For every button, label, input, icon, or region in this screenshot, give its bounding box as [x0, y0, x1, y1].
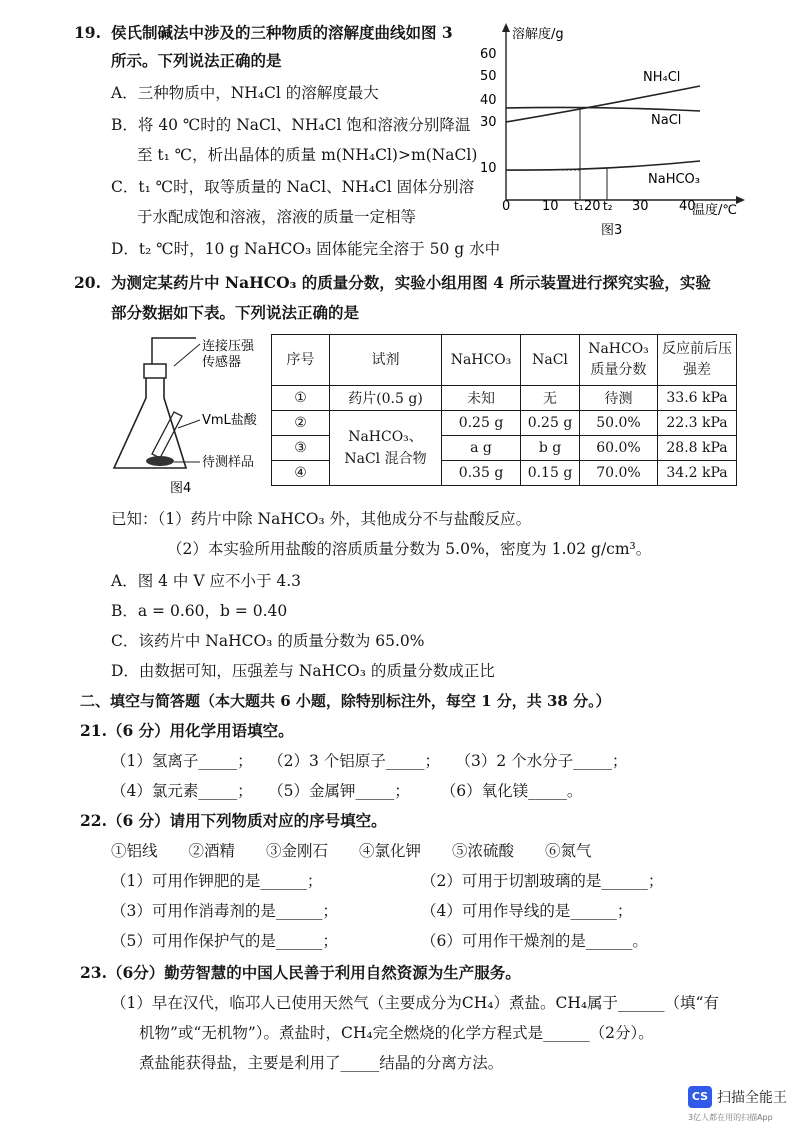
x-tick-0: 0: [502, 199, 511, 214]
y-tick-50: 50: [480, 69, 497, 84]
q23-line2: 机物”或“无机物”）。煮盐时，CH₄完全燃烧的化学方程式是______（2分）。: [139, 1024, 654, 1042]
nahco3-label: NaHCO₃: [648, 172, 700, 187]
cs-brand-name: 扫描全能王: [717, 1090, 787, 1106]
y-tick-40: 40: [480, 93, 497, 108]
cell-no: ①: [272, 386, 330, 411]
x-axis-label: 温度/℃: [692, 203, 737, 218]
q19-option-c-line2: 于水配成饱和溶液，溶液的质量一定相等: [137, 208, 417, 226]
cs-logo-icon: CS: [688, 1086, 712, 1108]
cell-reagent-mixture: NaHCO₃、NaCl 混合物: [330, 411, 442, 486]
cell-fraction: 60.0%: [580, 436, 658, 461]
nh4cl-label: NH₄Cl: [643, 70, 681, 85]
cell-pressure: 28.8 kPa: [658, 436, 737, 461]
nacl-label: NaCl: [651, 113, 682, 128]
q19-option-d: D．t₂ ℃时，10 g NaHCO₃ 固体能完全溶于 50 g 水中: [111, 240, 501, 258]
cell-nacl: 0.15 g: [521, 461, 580, 486]
cell-nacl: 无: [521, 386, 580, 411]
x-tick-20: 20: [584, 199, 601, 214]
cell-nahco3: 未知: [442, 386, 521, 411]
cell-nahco3: 0.25 g: [442, 411, 521, 436]
col-header-pressure: 反应前后压强差: [658, 335, 737, 386]
table-header-row: [272, 335, 737, 386]
cell-fraction: 待测: [580, 386, 658, 411]
fig3-caption: 图3: [601, 223, 623, 238]
fig4-caption: 图4: [170, 481, 192, 496]
col-header-reagent: 试剂: [330, 335, 442, 386]
cell-nahco3: 0.35 g: [442, 461, 521, 486]
section-2-heading: 二、填空与简答题（本大题共 6 小题，除特别标注外，每空 1 分，共 38 分。）: [80, 692, 611, 710]
q23-line3: 煮盐能获得盐，主要是利用了_____结晶的分离方法。: [139, 1054, 504, 1072]
y-axis-arrow: [502, 23, 510, 32]
q19-number: 19.: [74, 23, 101, 42]
x-tick-40: 40: [679, 199, 696, 214]
q20-option-a: A．图 4 中 V 应不小于 4.3: [111, 572, 302, 590]
cell-fraction: 50.0%: [580, 411, 658, 436]
cell-nacl: b g: [521, 436, 580, 461]
nacl-curve: [506, 107, 700, 111]
conical-flask: [114, 378, 186, 468]
cs-slogan: 3亿人都在用的扫描App: [688, 1113, 773, 1122]
fig4-sensor-label1: 连接压强: [202, 339, 255, 354]
q22-item2: （2）可用于切割玻璃的是______；: [421, 872, 664, 890]
col-header-nahco3: NaHCO₃: [442, 335, 521, 386]
cell-pressure: 33.6 kPa: [658, 386, 737, 411]
q22-item1: （1）可用作钾肥的是______；: [111, 872, 323, 890]
q23-line1: （1）早在汉代，临邛人已使用天然气（主要成分为CH₄）煮盐。CH₄属于______（填“有: [111, 994, 719, 1012]
col-header-nacl: NaCl: [521, 335, 580, 386]
q19-option-a: A．三种物质中，NH₄Cl 的溶解度最大: [111, 84, 379, 102]
rubber-stopper: [144, 364, 166, 378]
y-axis-label: 溶解度/g: [512, 27, 564, 42]
q22-item4: （4）可用作导线的是______；: [421, 902, 633, 920]
table-row: [272, 386, 737, 411]
nahco3-curve: [506, 161, 700, 170]
x-tick-10: 10: [542, 199, 559, 214]
cell-nahco3: a g: [442, 436, 521, 461]
x-tick-t2: t₂: [603, 199, 613, 213]
fig4-sensor-label2: 传感器: [202, 355, 242, 370]
q20-stem-line2: 部分数据如下表。下列说法正确的是: [111, 303, 360, 322]
q19-stem-line1: 侯氏制碱法中涉及的三种物质的溶解度曲线如图 3: [111, 23, 453, 42]
flask-apparatus: [100, 336, 272, 500]
q22-item5: （5）可用作保护气的是______；: [111, 932, 338, 950]
acid-test-tube: [152, 412, 182, 458]
fig4-acid-label: VmL盐酸: [202, 413, 257, 428]
cell-no: ②: [272, 411, 330, 436]
q22-heading: 22.（6 分）请用下列物质对应的序号填空。: [80, 811, 387, 830]
q20-number: 20.: [74, 273, 101, 292]
y-tick-10: 10: [480, 161, 497, 176]
cell-no: ④: [272, 461, 330, 486]
q22-item6: （6）可用作干燥剂的是______。: [421, 932, 648, 950]
q20-known1: 已知：（1）药片中除 NaHCO₃ 外，其他成分不与盐酸反应。: [111, 510, 532, 528]
x-axis-arrow: [736, 196, 745, 204]
table-row: [272, 411, 737, 436]
solubility-graph: [470, 18, 760, 240]
sample-powder: [146, 456, 174, 466]
q19-option-b-line1: B．将 40 ℃时的 NaCl、NH₄Cl 饱和溶液分别降温: [111, 116, 471, 134]
x-tick-30: 30: [632, 199, 649, 214]
sensor-tube: [152, 338, 196, 348]
q21-heading: 21.（6 分）用化学用语填空。: [80, 721, 294, 740]
q21-row1: （1）氢离子_____； （2）3 个铝原子_____； （3）2 个水分子_____；: [111, 752, 628, 770]
q20-known2: （2）本实验所用盐酸的溶质质量分数为 5.0%，密度为 1.02 g/cm³。: [167, 540, 652, 558]
col-header-fraction: NaHCO₃质量分数: [580, 335, 658, 386]
experiment-data-table: [271, 334, 737, 486]
cell-fraction: 70.0%: [580, 461, 658, 486]
q20-option-b: B．a = 0.60，b = 0.40: [111, 602, 288, 620]
q20-stem-line1: 为测定某药片中 NaHCO₃ 的质量分数，实验小组用图 4 所示装置进行探究实验，实验: [111, 273, 711, 292]
q20-option-d: D．由数据可知，压强差与 NaHCO₃ 的质量分数成正比: [111, 662, 495, 680]
col-header-no: 序号: [272, 335, 330, 386]
fig4-sample-label: 待测样品: [202, 455, 255, 470]
q21-row2: （4）氯元素_____； （5）金属钾_____； （6）氧化镁_____。: [111, 782, 583, 800]
cell-no: ③: [272, 436, 330, 461]
q20-option-c: C．该药片中 NaHCO₃ 的质量分数为 65.0%: [111, 632, 425, 650]
cell-nacl: 0.25 g: [521, 411, 580, 436]
sensor-leader: [174, 344, 200, 366]
acid-leader: [178, 420, 200, 428]
cell-pressure: 22.3 kPa: [658, 411, 737, 436]
q22-item3: （3）可用作消毒剂的是______；: [111, 902, 338, 920]
q23-heading: 23.（6分）勤劳智慧的中国人民善于利用自然资源为生产服务。: [80, 963, 521, 982]
q19-option-c-line1: C．t₁ ℃时，取等质量的 NaCl、NH₄Cl 固体分别溶: [111, 178, 475, 196]
q19-stem-line2: 所示。下列说法正确的是: [111, 51, 282, 70]
cell-reagent: 药片(0.5 g): [330, 386, 442, 411]
x-tick-t1: t₁: [574, 199, 584, 213]
cell-pressure: 34.2 kPa: [658, 461, 737, 486]
q22-options: ①铝线 ②酒精 ③金刚石 ④氯化钾 ⑤浓硫酸 ⑥氮气: [111, 842, 592, 860]
q19-option-b-line2: 至 t₁ ℃，析出晶体的质量 m(NH₄Cl)>m(NaCl): [137, 146, 478, 164]
y-tick-60: 60: [480, 47, 497, 62]
y-tick-30: 30: [480, 115, 497, 130]
